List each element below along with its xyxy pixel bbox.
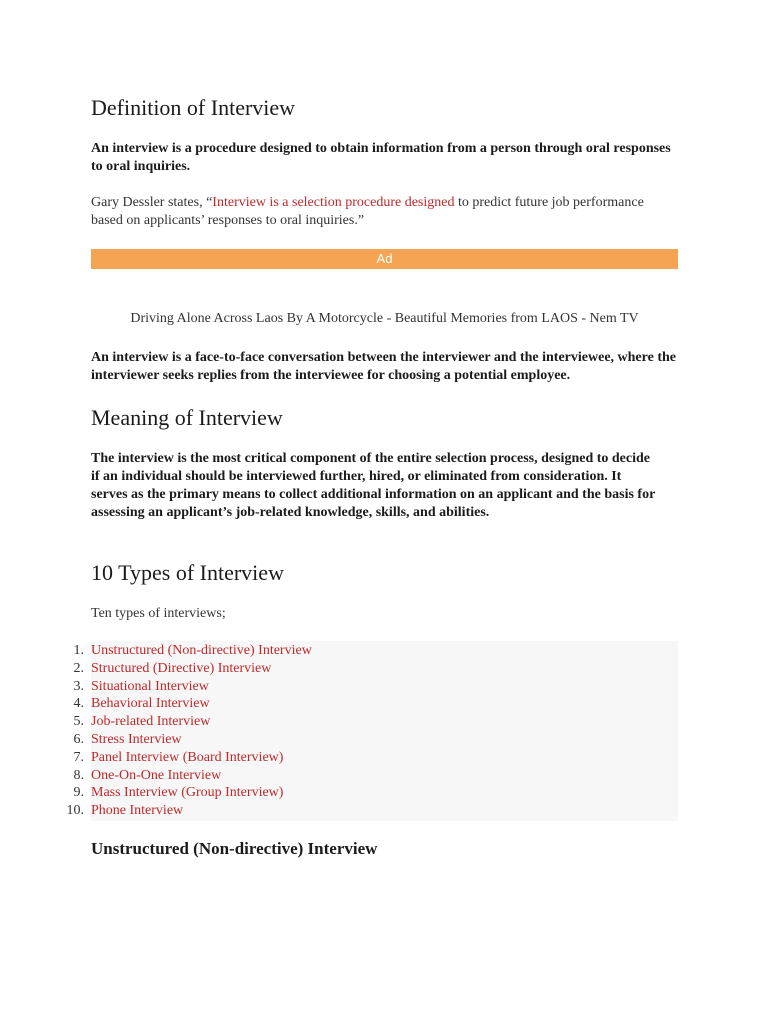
type-link-structured[interactable]: Structured (Directive) Interview <box>91 660 272 676</box>
dessler-quote-link[interactable]: Interview is a selection procedure designed <box>212 195 455 210</box>
list-item <box>0 642 700 660</box>
type-link-one-on-one[interactable]: One-On-One Interview <box>91 767 222 783</box>
type-link-panel[interactable]: Panel Interview (Board Interview) <box>91 749 284 765</box>
list-number: 3. <box>73 678 84 694</box>
dessler-suffix: to predict future job performance based on applicants’ responses to oral inquiries.” <box>91 195 644 228</box>
unstructured-heading: Unstructured (Non-directive) Interview <box>91 839 378 858</box>
list-number: 7. <box>73 749 84 765</box>
list-item <box>0 660 700 678</box>
types-intro: Ten types of interviews; <box>91 606 226 621</box>
meaning-heading: Meaning of Interview <box>91 405 283 430</box>
list-item <box>0 802 700 820</box>
type-link-situational[interactable]: Situational Interview <box>91 678 209 694</box>
list-item <box>0 749 700 767</box>
types-list <box>0 642 700 820</box>
dessler-prefix: Gary Dessler states, “ <box>91 195 213 210</box>
list-item <box>0 713 700 731</box>
list-number: 2. <box>73 660 84 676</box>
type-link-mass[interactable]: Mass Interview (Group Interview) <box>91 785 284 801</box>
ad-banner[interactable]: Ad <box>91 249 678 269</box>
meaning-paragraph: The interview is the most critical component of the entire selection process, designed to decide if an individual should be interviewed further, hired, or eliminated from consideration. It serves as the primary means to collect additional information on an applicant and the basis for assessing an applicant’s job-related knowledge, skills, and abilities. <box>91 451 656 520</box>
types-heading: 10 Types of Interview <box>91 560 284 585</box>
dessler-quote-paragraph <box>91 194 651 230</box>
list-number: 9. <box>73 785 84 801</box>
list-number: 4. <box>73 696 84 712</box>
type-link-unstructured[interactable]: Unstructured (Non-directive) Interview <box>91 643 312 658</box>
list-number: 1. <box>73 643 84 658</box>
video-caption[interactable]: Driving Alone Across Laos By A Motorcycle - Beautiful Memories from LAOS - Nem TV <box>130 311 639 326</box>
list-number: 5. <box>73 714 84 730</box>
list-item <box>0 784 700 802</box>
face-to-face-paragraph: An interview is a face-to-face conversation between the interviewer and the interviewee, where the interviewer seeks replies from the interviewee for choosing a potential employee. <box>91 350 676 383</box>
list-item <box>0 767 700 785</box>
type-link-stress[interactable]: Stress Interview <box>91 731 182 747</box>
list-item <box>0 678 700 696</box>
list-item <box>0 695 700 713</box>
list-item <box>0 731 700 749</box>
type-link-phone[interactable]: Phone Interview <box>91 803 184 819</box>
type-link-behavioral[interactable]: Behavioral Interview <box>91 696 210 712</box>
type-link-job-related[interactable]: Job-related Interview <box>91 714 211 730</box>
definition-heading: Definition of Interview <box>91 95 296 120</box>
list-number: 6. <box>73 731 84 747</box>
list-number: 10. <box>66 803 84 819</box>
definition-paragraph: An interview is a procedure designed to obtain information from a person through oral responses to oral inquiries. <box>91 141 671 174</box>
list-number: 8. <box>73 767 84 783</box>
